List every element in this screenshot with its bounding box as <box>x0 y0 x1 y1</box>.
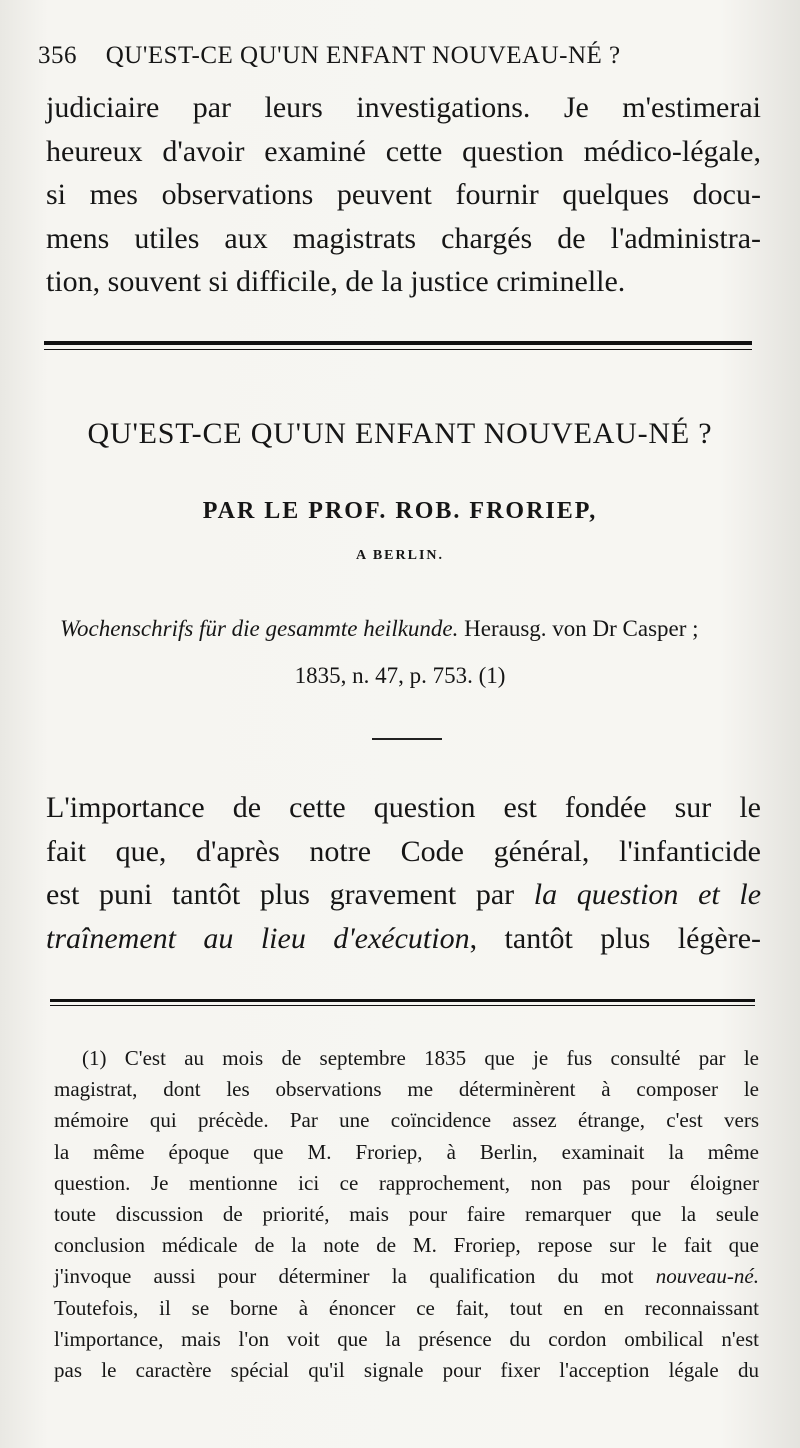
article-city: A BERLIN. <box>355 548 445 563</box>
text-line: tion, souvent si difficile, de la justice criminelle. <box>46 265 626 298</box>
section-divider <box>44 341 752 350</box>
text-line: si mes observations peuvent fournir quelques docu- <box>46 178 761 211</box>
footnote <box>54 1043 759 1386</box>
text-segment: est puni tantôt plus gravement par <box>46 878 534 911</box>
text-line <box>46 873 761 917</box>
footnote-line: conclusion médicale de la note de M. Froriep, repose sur le fait que <box>54 1233 759 1258</box>
page-number: 356 <box>38 42 77 69</box>
text-line: judiciaire par leurs investigations. Je m'estimerai <box>46 91 761 124</box>
footnote-line: Toutefois, il se borne à énoncer ce fait, tout en en reconnaissant <box>54 1295 759 1320</box>
footnote-line: magistrat, dont les observations me déterminèrent à composer le <box>54 1077 759 1102</box>
journal-editor: Herausg. von Dr Casper ; <box>458 616 699 641</box>
running-title: QU'EST-CE QU'UN ENFANT NOUVEAU-NÉ ? <box>105 42 621 69</box>
footnote-line: toute discussion de priorité, mais pour faire remarquer que la seule <box>54 1202 759 1227</box>
footnote-divider <box>50 999 755 1006</box>
article-title: QU'EST-CE QU'UN ENFANT NOUVEAU-NÉ ? <box>87 417 713 450</box>
journal-title: Wochenschrifs für die gesammte heilkunde. <box>60 616 459 641</box>
footnote-line: pas le caractère spécial qu'il signale pour fixer l'acception légale du <box>54 1358 759 1383</box>
footnote-line: mémoire qui précède. Par une coïncidence assez étrange, c'est vers <box>54 1108 759 1133</box>
text-segment: j'invoque aussi pour déterminer la qualification du mot <box>54 1264 656 1289</box>
article-author: PAR LE PROF. ROB. FRORIEP, <box>202 498 598 524</box>
text-line: fait que, d'après notre Code général, l'infanticide <box>46 834 761 868</box>
footnote-line: (1) C'est au mois de septembre 1835 que je fus consulté par le <box>82 1046 759 1070</box>
italic-segment: la question et le <box>533 878 762 911</box>
footnote-line <box>54 1261 759 1292</box>
article-source <box>60 616 780 642</box>
page-header <box>38 42 758 70</box>
text-segment: , tantôt plus légère- <box>469 921 761 955</box>
footnote-line: l'importance, mais l'on voit que la présence du cordon ombilical n'est <box>54 1326 759 1351</box>
text-line <box>46 917 761 961</box>
main-paragraph <box>46 786 761 960</box>
italic-segment: traînement au lieu d'exécution <box>46 921 470 955</box>
footnote-line: question. Je mentionne ici ce rapprochement, non pas pour éloigner <box>54 1170 759 1195</box>
text-line: L'importance de cette question est fondée sur le <box>46 791 761 824</box>
text-line: heureux d'avoir examiné cette question médico-légale, <box>46 134 761 168</box>
italic-segment: nouveau-né. <box>655 1264 759 1289</box>
article-source-reference: 1835, n. 47, p. 753. (1) <box>294 663 506 688</box>
short-divider <box>372 738 442 740</box>
footnote-line: la même époque que M. Froriep, à Berlin, examinait la même <box>54 1139 759 1164</box>
text-line: mens utiles aux magistrats chargés de l'administra- <box>46 221 761 255</box>
intro-paragraph <box>46 86 761 304</box>
